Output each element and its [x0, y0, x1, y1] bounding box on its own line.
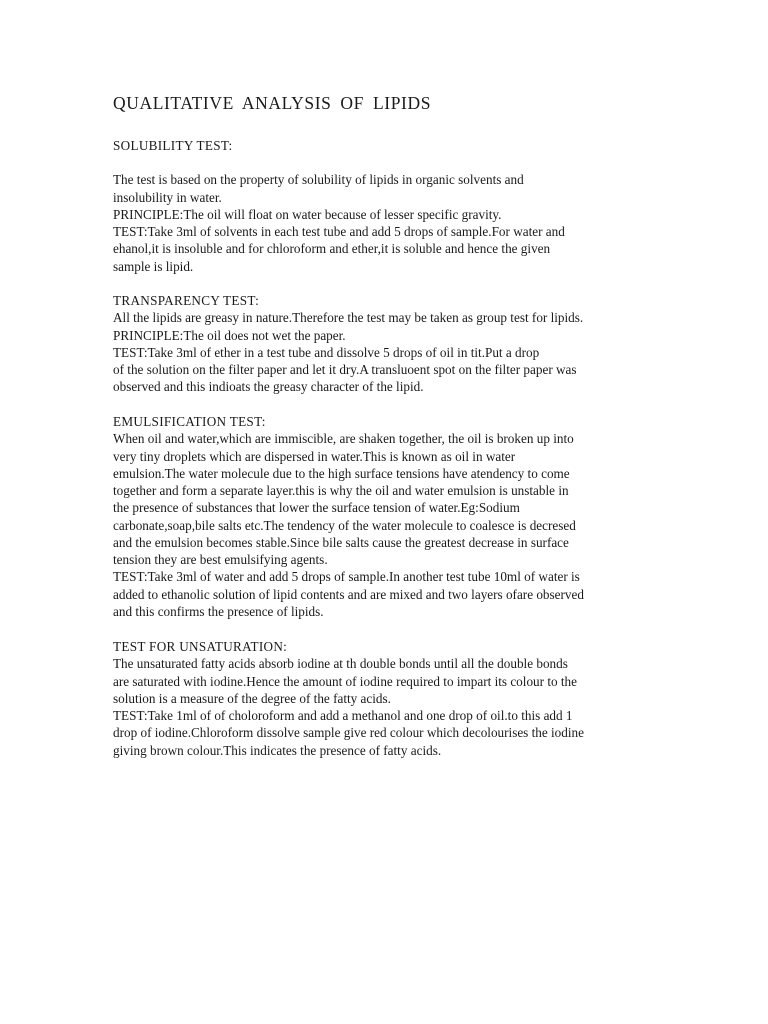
text-line: insolubility in water. [113, 189, 222, 205]
section-transparency-test [113, 292, 658, 396]
text-line: the presence of substances that lower the surface tension of water.Eg:Sodium [113, 500, 520, 516]
text-line: are saturated with iodine.Hence the amount of iodine required to impart its colour to the [113, 673, 577, 689]
text-line: observed and this indioats the greasy character of the lipid. [113, 379, 424, 395]
text-line: PRINCIPLE:The oil does not wet the paper. [113, 327, 346, 343]
text-line: solution is a measure of the degree of the fatty acids. [113, 690, 391, 706]
text-line: TEST:Take 3ml of solvents in each test tube and add 5 drops of sample.For water and [113, 224, 565, 239]
text-line: carbonate,soap,bile salts etc.The tendency of the water molecule to coalesce is decresed [113, 517, 576, 533]
text-line: All the lipids are greasy in nature.Therefore the test may be taken as group test for lipids. [113, 310, 584, 326]
section-emulsification-test [113, 413, 658, 620]
section-heading: TEST FOR UNSATURATION: [113, 639, 288, 654]
text-line: emulsion.The water molecule due to the high surface tensions have atendency to come [113, 465, 570, 481]
text-line: of the solution on the filter paper and let it dry.A transluoent spot on the filter paper was [113, 362, 577, 377]
section-body [113, 171, 658, 275]
text-line: ehanol,it is insoluble and for chloroform and ether,it is soluble and hence the given [113, 241, 551, 257]
text-line: TEST:Take 1ml of of choloroform and add a methanol and one drop of oil.to this add 1 [113, 708, 573, 723]
text-line: PRINCIPLE:The oil will float on water because of lesser specific gravity. [113, 206, 502, 222]
section-heading: SOLUBILITY TEST: [113, 138, 233, 153]
section-body [113, 309, 658, 395]
text-line: TEST:Take 3ml of ether in a test tube and dissolve 5 drops of oil in tit.Put a drop [113, 344, 540, 360]
text-line: sample is lipid. [113, 258, 194, 274]
section-heading: EMULSIFICATION TEST: [113, 414, 266, 429]
text-line: The test is based on the property of solubility of lipids in organic solvents and [113, 172, 524, 188]
text-line: added to ethanolic solution of lipid contents and are mixed and two layers ofare observed [113, 586, 584, 602]
text-line: When oil and water,which are immiscible, are shaken together, the oil is broken up into [113, 431, 574, 447]
section-solubility-test [113, 137, 658, 275]
text-line: drop of iodine.Chloroform dissolve sample give red colour which decolourises the iodine [113, 725, 584, 741]
document-title: QUALITATIVE ANALYSIS OF LIPIDS [113, 93, 432, 113]
section-body [113, 430, 658, 620]
section-body [113, 655, 658, 759]
text-line: and this confirms the presence of lipids. [113, 603, 324, 619]
text-line: and the emulsion becomes stable.Since bile salts cause the greatest decrease in surface [113, 534, 569, 550]
section-unsaturation-test [113, 638, 658, 759]
text-line: tension they are best emulsifying agents. [113, 552, 328, 567]
text-line: giving brown colour.This indicates the presence of fatty acids. [113, 742, 442, 758]
text-line: TEST:Take 3ml of water and add 5 drops of sample.In another test tube 10ml of water is [113, 569, 580, 585]
text-line: together and form a separate layer.this is why the oil and water emulsion is unstable in [113, 483, 569, 498]
section-heading: TRANSPARENCY TEST: [113, 293, 260, 308]
text-line: very tiny droplets which are dispersed in water.This is known as oil in water [113, 448, 516, 464]
text-line: The unsaturated fatty acids absorb iodine at th double bonds until all the double bonds [113, 656, 568, 672]
